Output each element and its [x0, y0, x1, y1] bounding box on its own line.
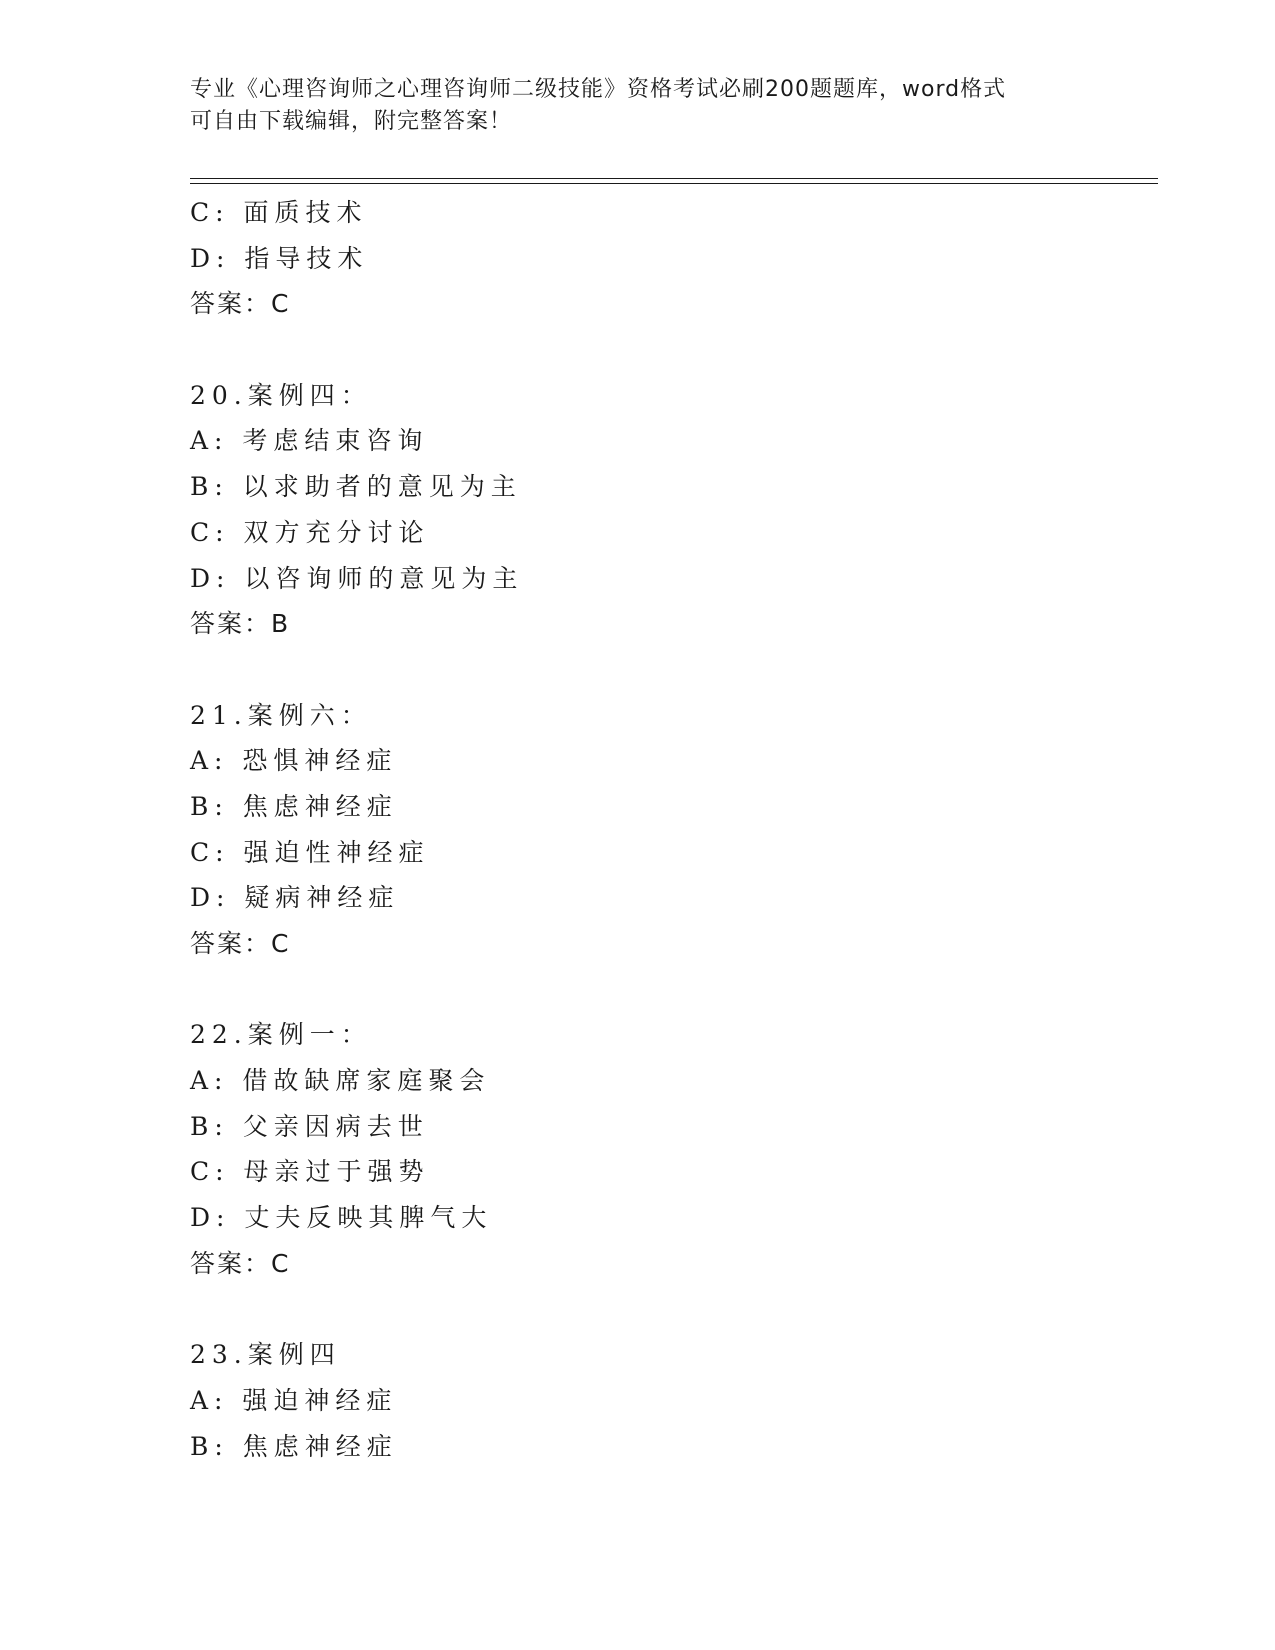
spacer: [190, 647, 1158, 693]
q20-title: 20.案例四：: [190, 380, 372, 410]
q23-title: 23.案例四: [190, 1340, 341, 1370]
q20-option-a: A: 考虑结束咨询: [190, 426, 429, 456]
q22-option-c: C: 母亲过于强势: [190, 1157, 430, 1187]
q20-option-b: B: 以求助者的意见为主: [190, 472, 522, 502]
q19-option-c: C: 面质技术: [190, 198, 368, 227]
q21-answer: 答案：C: [190, 929, 291, 958]
q21-title: 21.案例六：: [190, 700, 372, 730]
header-divider-top: [190, 178, 1158, 179]
q19-answer: 答案：C: [190, 289, 291, 319]
q22-option-d: D: 丈夫反映其脾气大: [190, 1203, 493, 1233]
q22-option-a: A: 借故缺席家庭聚会: [190, 1066, 491, 1096]
spacer: [190, 327, 1158, 373]
q23-option-a: A: 强迫神经症: [190, 1385, 398, 1415]
q21-option-c: C: 强迫性神经症: [190, 837, 430, 867]
q20-option-c: C: 双方充分讨论: [190, 517, 430, 547]
spacer: [190, 1287, 1158, 1333]
header-line-1: 专业《心理咨询师之心理咨询师二级技能》资格考试必刷200题题库，word格式: [190, 77, 1007, 102]
header-line-2: 可自由下载编辑，附完整答案！: [190, 109, 513, 134]
question-list: [190, 190, 1158, 1469]
q21-option-b: B: 焦虑神经症: [190, 791, 398, 821]
header-divider-bottom: [190, 183, 1158, 184]
q22-answer: 答案：C: [190, 1248, 291, 1278]
q21-option-a: A: 恐惧神经症: [190, 746, 398, 776]
spacer: [190, 967, 1158, 1013]
q22-option-b: B: 父亲因病去世: [190, 1111, 429, 1141]
q21-option-d: D: 疑病神经症: [190, 883, 400, 913]
document-header: [190, 74, 1070, 138]
q20-answer: 答案：B: [190, 609, 291, 639]
q20-option-d: D: 以咨询师的意见为主: [190, 563, 524, 593]
q22-title: 22.案例一：: [190, 1020, 372, 1050]
q23-option-b: B: 焦虑神经症: [190, 1431, 398, 1461]
q19-option-d: D: 指导技术: [190, 243, 369, 273]
